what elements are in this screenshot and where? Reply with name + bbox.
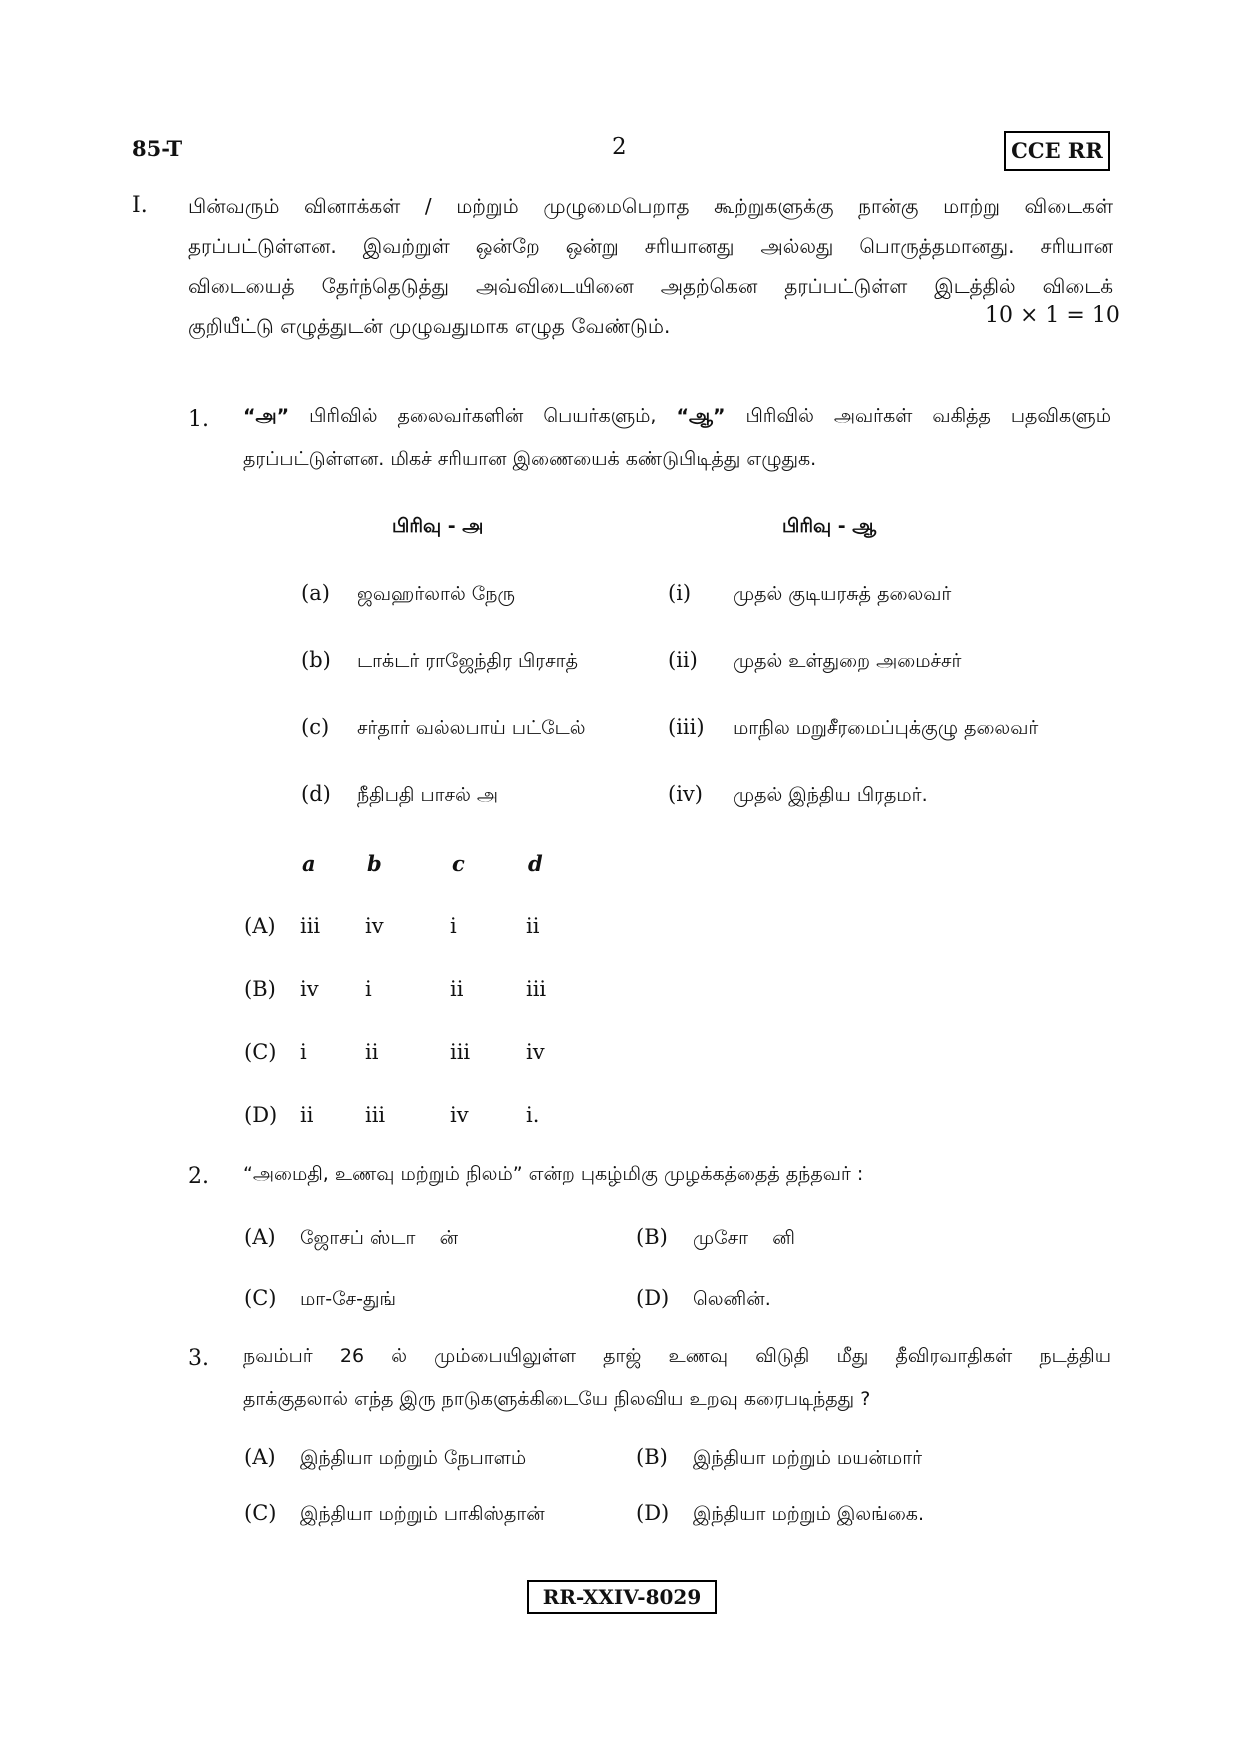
question-number: 1. <box>188 407 209 432</box>
answer-cell: iii <box>365 1103 386 1127</box>
answer-cell: ii <box>300 1103 314 1127</box>
section-number: I. <box>132 193 148 218</box>
instruction-line: தரப்பட்டுள்ளன. இவற்றுள் ஒன்றே ஒன்று சரியானது அல்லது பொருத்தமானது. சரியான <box>188 234 1113 258</box>
option-text: லெனின். <box>693 1288 771 1310</box>
option-text: ஜோசப் ஸ்டா ன் <box>300 1227 459 1249</box>
question-text-part: பிரிவில் அவர்கள் வகித்த பதவிகளும் <box>725 405 1111 427</box>
question-text-line: தரப்பட்டுள்ளன. மிகச் சரியான இணையைக் கண்டுபிடித்து எழுதுக. <box>243 448 817 470</box>
pair-right-label: (iii) <box>668 715 705 739</box>
series-box: CCE RR <box>1004 131 1110 171</box>
pair-left-text: சர்தார் வல்லபாய் பட்டேல் <box>357 717 586 739</box>
answer-option-label: (B) <box>244 977 276 1001</box>
column-b-heading: பிரிவு - ஆ <box>782 515 877 537</box>
option-text: இந்தியா மற்றும் மயன்மார் <box>693 1447 923 1469</box>
pair-left-text: நீதிபதி பாசல் அ <box>357 784 498 806</box>
answer-option-label: (A) <box>244 914 276 938</box>
section-b-label: “ஆ” <box>676 405 726 427</box>
option-label: (D) <box>636 1286 670 1310</box>
option-label: (B) <box>636 1225 668 1249</box>
answer-cell: iv <box>526 1040 545 1064</box>
answer-cell: iv <box>365 914 384 938</box>
question-text-line: தாக்குதலால் எந்த இரு நாடுகளுக்கிடையே நிலவிய உறவு கரைபடிந்தது ? <box>243 1388 871 1410</box>
answer-cell: iii <box>526 977 547 1001</box>
column-a-heading: பிரிவு - அ <box>392 515 484 537</box>
option-label: (C) <box>244 1501 277 1525</box>
instruction-line: குறியீட்டு எழுத்துடன் முழுவதுமாக எழுத வேண்டும். <box>188 314 671 338</box>
question-text: “அமைதி, உணவு மற்றும் நிலம்” என்ற புகழ்மிகு முழக்கத்தைத் தந்தவர் : <box>243 1163 864 1185</box>
answer-cell: i <box>450 914 457 938</box>
option-label: (A) <box>244 1445 276 1469</box>
answer-option-label: (C) <box>244 1040 277 1064</box>
answer-column-header: d <box>528 851 543 876</box>
option-text: மா-சே-துங் <box>300 1288 397 1310</box>
pair-right-label: (iv) <box>668 782 703 806</box>
section-a-label: “அ” <box>243 405 290 427</box>
pair-right-label: (i) <box>668 581 692 605</box>
question-text: நவம்பர் 26 ல் மும்பையிலுள்ள தாஜ் உணவு விடுதி மீது தீவிரவாதிகள் நடத்திய <box>243 1345 1111 1367</box>
pair-right-text: முதல் இந்திய பிரதமர். <box>733 784 928 806</box>
option-label: (C) <box>244 1286 277 1310</box>
answer-column-header: c <box>452 851 465 876</box>
option-text: இந்தியா மற்றும் பாகிஸ்தான் <box>300 1503 545 1525</box>
pair-left-text: டாக்டர் ராஜேந்திர பிரசாத் <box>357 650 578 672</box>
answer-cell: i <box>365 977 372 1001</box>
option-label: (A) <box>244 1225 276 1249</box>
pair-left-text: ஜவஹர்லால் நேரு <box>357 583 516 605</box>
option-text: முசோ னி <box>693 1227 795 1249</box>
pair-right-text: முதல் உள்துறை அமைச்சர் <box>733 650 962 672</box>
instruction-line: விடையைத் தேர்ந்தெடுத்து அவ்விடையினை அதற்கென தரப்பட்டுள்ள இடத்தில் விடைக் <box>188 274 1113 298</box>
pair-left-label: (c) <box>301 715 330 739</box>
option-text: இந்தியா மற்றும் இலங்கை. <box>693 1503 924 1525</box>
page-number: 2 <box>612 134 627 160</box>
answer-cell: ii <box>450 977 464 1001</box>
marks-allocation: 10 × 1 = 10 <box>985 303 1120 328</box>
option-text: இந்தியா மற்றும் நேபாளம் <box>300 1447 527 1469</box>
answer-cell: iv <box>450 1103 469 1127</box>
instruction-line: பின்வரும் வினாக்கள் / மற்றும் முழுமைபெறாத கூற்றுகளுக்கு நான்கு மாற்று விடைகள் <box>188 194 1113 218</box>
question-text <box>243 405 1111 430</box>
question-number: 3. <box>188 1346 209 1371</box>
pair-left-label: (a) <box>301 581 330 605</box>
pair-left-label: (b) <box>301 648 331 672</box>
option-label: (B) <box>636 1445 668 1469</box>
option-label: (D) <box>636 1501 670 1525</box>
answer-cell: i <box>300 1040 307 1064</box>
answer-column-header: a <box>302 851 316 876</box>
answer-cell: ii <box>365 1040 379 1064</box>
pair-left-label: (d) <box>301 782 331 806</box>
pair-right-text: முதல் குடியரசுத் தலைவர் <box>733 583 952 605</box>
answer-cell: ii <box>526 914 540 938</box>
answer-option-label: (D) <box>244 1103 278 1127</box>
pair-right-label: (ii) <box>668 648 698 672</box>
answer-column-header: b <box>367 851 382 876</box>
footer-code: RR-XXIV-8029 <box>527 1580 717 1614</box>
question-text-part: பிரிவில் தலைவர்களின் பெயர்களும், <box>289 405 677 427</box>
section-instruction <box>188 186 1113 346</box>
answer-cell: iv <box>300 977 319 1001</box>
answer-cell: iii <box>450 1040 471 1064</box>
answer-cell: i. <box>526 1103 540 1127</box>
pair-right-text: மாநில மறுசீரமைப்புக்குழு தலைவர் <box>733 717 1039 739</box>
question-number: 2. <box>188 1164 209 1189</box>
paper-code: 85-T <box>132 136 183 161</box>
answer-cell: iii <box>300 914 321 938</box>
